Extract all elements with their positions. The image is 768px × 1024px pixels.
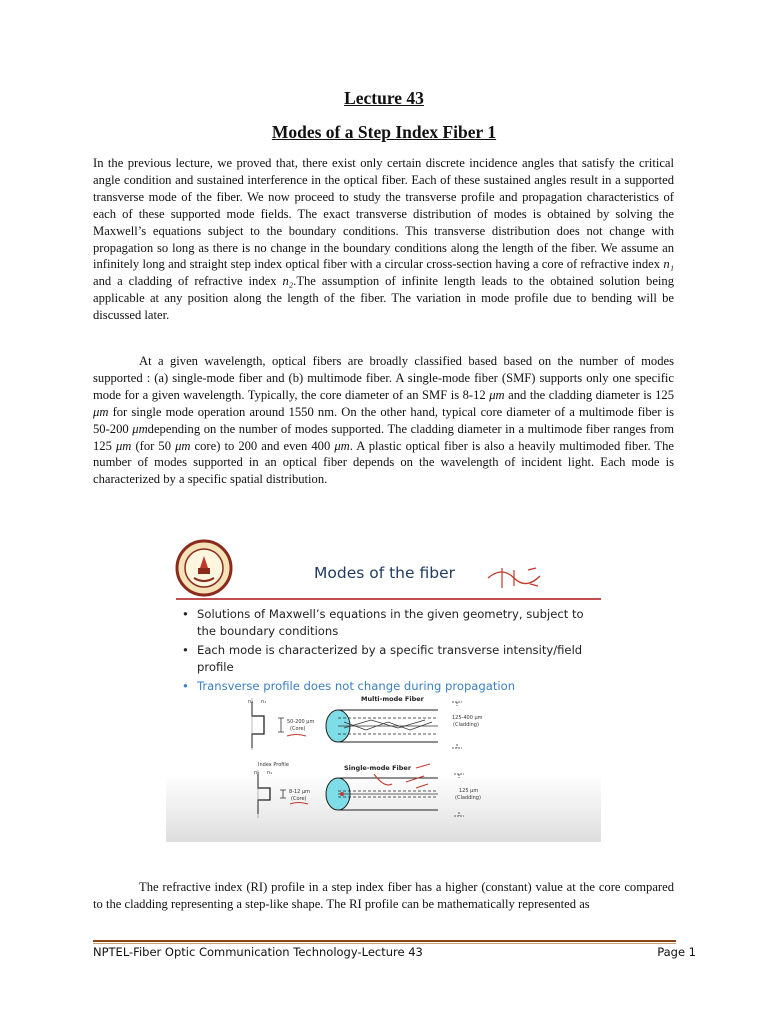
page-footer [93, 945, 696, 959]
lecture-title: Lecture 43 [344, 88, 424, 108]
footer-page-number: Page 1 [657, 945, 696, 959]
svg-text:n₂: n₂ [254, 770, 260, 776]
svg-text:(Core): (Core) [290, 726, 306, 732]
para1-text-b: and a cladding of refractive index [93, 274, 283, 289]
para2-text-a: At a given wavelength, optical fibers are broadly classified based based on the number of modes supported : (a) single-mode fiber and (b) multimode fiber. A single-mode fiber (SMF) supports only one specific mode for a given wavelength. Typically, the core diameter of an SMF is 8-12 [93, 354, 674, 402]
handwritten-sketch-icon [484, 562, 544, 592]
para2-text-g: . A plastic optical fiber is also a heavily multimoded fiber. The number of modes supported in an optical fiber depends on the wavelength of incident light. Each mode is characterized by a specific spatial distribution. [93, 438, 675, 487]
para1-text-c: .The assumption of infinite length leads to the obtained solution being applicable at any position along the length of the fiber. The variation in mode profile due to bending will be discussed later. [93, 274, 674, 323]
lecture-slide-figure [166, 534, 601, 842]
index-n2-label: n₂ [248, 699, 254, 705]
micron-symbol: μm [489, 387, 505, 402]
n1-symbol: n₁ [663, 257, 674, 272]
para2-text-e: (for 50 [131, 438, 176, 453]
singlemode-core-dimension [280, 789, 310, 804]
svg-text:50-200 μm: 50-200 μm [287, 719, 315, 725]
micron-symbol: μm [115, 438, 132, 453]
fiber-diagrams [166, 692, 601, 842]
para1-text-a: In the previous lecture, we proved that, there exist only certain discrete incidence angles that satisfy the critical angle condition and sustained interference in the optical fiber. Each of these sustained angles result in a supported transverse mode of the fiber. We now proceed to study the transverse profile and propagation characteristics of each of these supported mode fields. The exact transverse distribution of modes is obtained by solving the Maxwell’s equations subject to the boundary conditions. This transverse distribution does not change with propagation so long as there is no change in the boundary conditions along the length of the fiber. We assume an infinitely long and straight step index optical fiber with a circular cross-section having a core of refractive index [93, 156, 674, 272]
multimode-heading: Multi-mode Fiber [361, 695, 424, 703]
n2-symbol: n₂ [282, 274, 294, 289]
paragraph-ri-profile: The refractive index (RI) profile in a step index fiber has a higher (constant) value at the core compared to the cladding representing a step-like shape. The RI profile can be mathematically represented as [93, 880, 674, 911]
slide-bullet-list [180, 606, 600, 697]
slide-title-rule [176, 598, 601, 600]
multimode-clad-dimension [452, 702, 483, 748]
singlemode-heading: Single-mode Fiber [344, 764, 412, 772]
para2-text-d: depending on the number of modes supported. The cladding diameter in a multimode fiber ranges from 125 [93, 421, 675, 453]
multimode-index-profile [248, 698, 266, 750]
para2-text-f: core) to 200 and even 400 [190, 438, 335, 453]
singlemode-index-profile [254, 770, 272, 818]
slide-bullet: • Each mode is characterized by a specific transverse intensity/field profile [182, 643, 583, 674]
svg-text:n₁: n₁ [267, 770, 273, 776]
footer-rule-thin [93, 943, 676, 944]
multimode-fiber [326, 710, 438, 742]
micron-symbol: μm [175, 438, 191, 453]
multimode-core-dimension [278, 718, 314, 736]
slide-bullet: • Solutions of Maxwell’s equations in the given geometry, subject to the boundary conditions [182, 607, 584, 638]
section-title: Modes of a Step Index Fiber 1 [271, 122, 497, 142]
slide-title: Modes of the fiber [314, 564, 455, 582]
micron-symbol: μm [334, 438, 350, 453]
micron-symbol: μm [93, 404, 109, 419]
slide-bullet-highlight: • Transverse profile does not change during propagation [182, 679, 516, 693]
index-n1-label: n₁ [261, 699, 267, 705]
para2-text-b: and the cladding diameter is 125 [504, 387, 674, 402]
footer-course-title: NPTEL-Fiber Optic Communication Technology-Lecture 43 [93, 945, 423, 959]
footer-rule [93, 940, 676, 942]
index-profile-label: Index Profile [258, 762, 289, 768]
svg-text:125 μm: 125 μm [459, 788, 479, 794]
svg-text:(Cladding): (Cladding) [453, 722, 479, 728]
para2-text-c: for single mode operation around 1550 nm. On the other hand, typical core diameter of a multimode fiber is 50-200 [93, 404, 674, 436]
micron-symbol: μm [132, 421, 148, 436]
svg-text:(Cladding): (Cladding) [455, 795, 481, 801]
svg-text:125-400 μm: 125-400 μm [452, 715, 483, 721]
svg-text:(Core): (Core) [291, 796, 307, 802]
paragraph-intro [93, 155, 674, 324]
svg-text:8-12 μm: 8-12 μm [289, 789, 310, 795]
paragraph-classification [93, 353, 674, 488]
singlemode-clad-dimension [454, 774, 481, 816]
institute-seal-icon [174, 538, 234, 598]
